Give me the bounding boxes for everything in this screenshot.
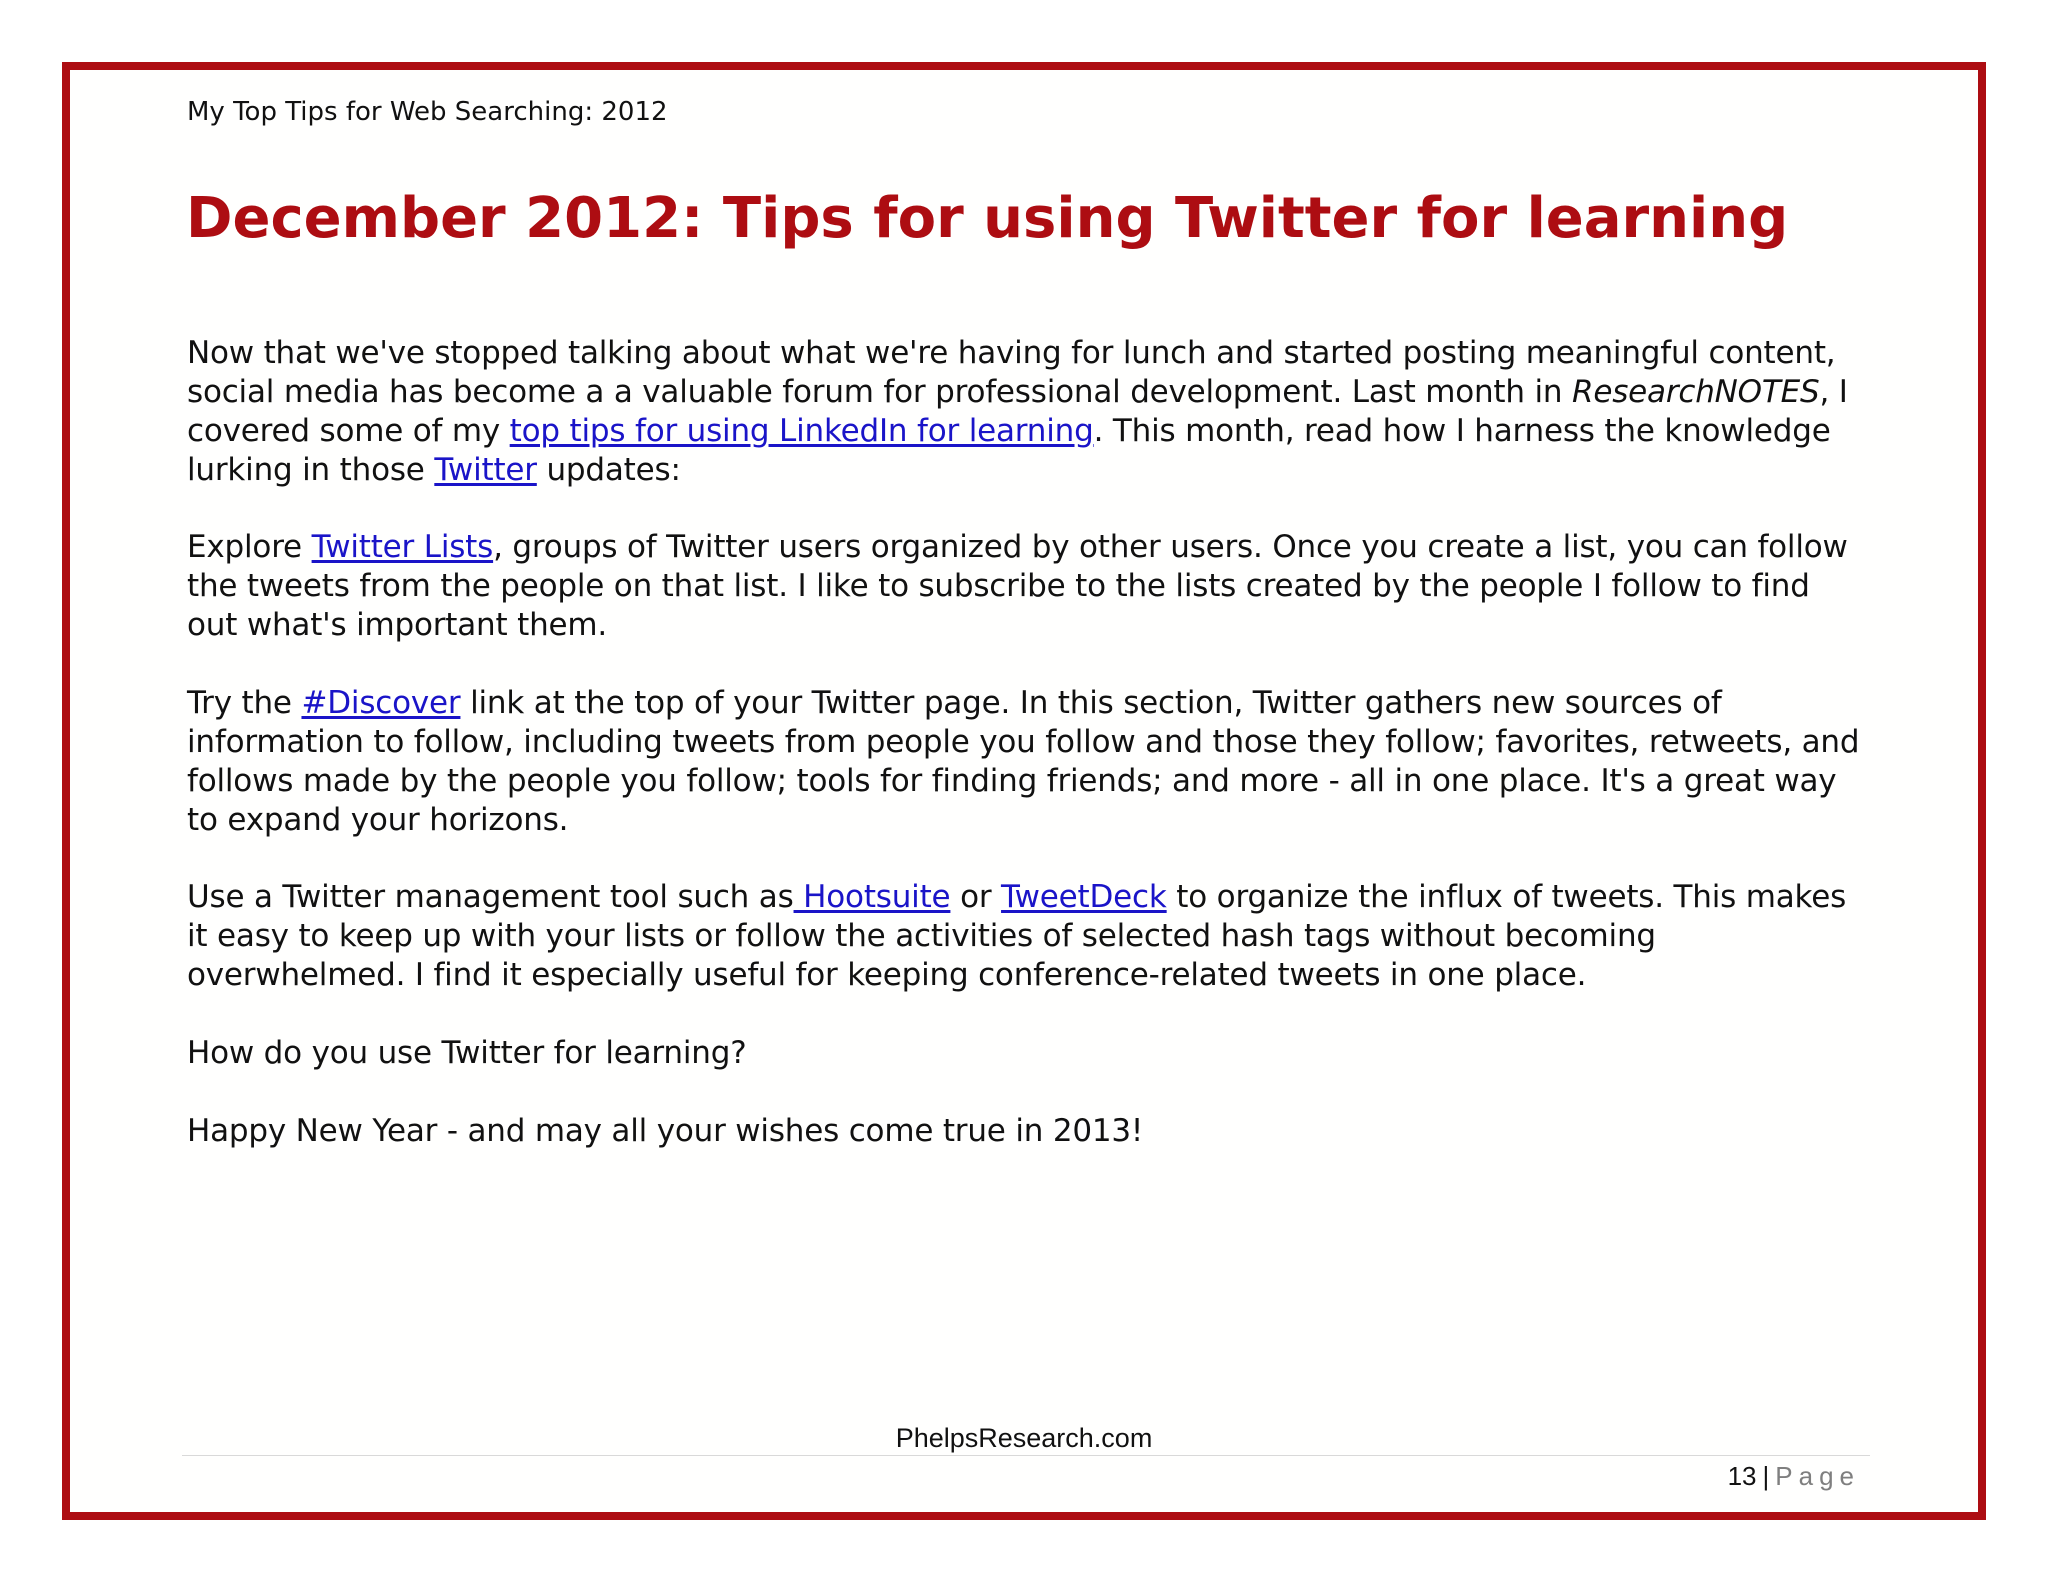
paragraph-twitter-lists [187,528,1867,645]
page-number [1728,1461,1860,1492]
text-segment: updates: [536,452,681,488]
text-segment: Happy New Year - and may all your wishes come true in 2013! [187,1113,1144,1149]
page-word: Page [1775,1461,1860,1491]
linkedin-tips-link[interactable]: top tips for using LinkedIn for learning [509,413,1094,449]
text-segment: Use a Twitter management tool such as [187,879,794,915]
text-segment: link at the top of your Twitter page. In this section, Twitter gathers new sources of information to follow, including tweets from people you follow and those they follow; favorites, retweets, and follows made by the people you follow; tools for finding friends; and more - all in one place. It's a great way to expand your horizons. [187,685,1860,838]
publication-name: ResearchNOTES [1572,374,1820,410]
text-segment: to organize the influx of tweets. This makes it easy to keep up with your lists or follow the activities of selected hash tags without becoming overwhelmed. I find it especially useful for keeping conference-related tweets in one place. [187,879,1847,993]
text-segment: , I covered some of my [187,374,1848,449]
text-segment: How do you use Twitter for learning? [187,1035,747,1071]
twitter-lists-link[interactable]: Twitter Lists [311,529,494,565]
page-number-separator: | [1762,1461,1770,1491]
twitter-link[interactable]: Twitter [434,452,537,488]
paragraph-management-tools [187,878,1867,995]
page-title: December 2012: Tips for using Twitter for learning [186,186,1789,251]
text-segment: , groups of Twitter users organized by other users. Once you create a list, you can follow the tweets from the people on that list. I like to subscribe to the lists created by the people I follow to find out what's important them. [187,529,1848,643]
paragraph-question [187,1034,1867,1073]
text-segment: Explore [187,529,312,565]
text-segment: Now that we've stopped talking about what we're having for lunch and started posting meaningful content, social media has become a a valuable forum for professional development. Last month in [187,335,1836,410]
text-segment: Try the [187,685,302,721]
paragraph-new-year [187,1112,1867,1151]
tweetdeck-link[interactable]: TweetDeck [1001,879,1167,915]
discover-link[interactable]: #Discover [301,685,461,721]
text-segment: . This month, read how I harness the knowledge lurking in those [187,413,1831,488]
hootsuite-link[interactable]: Hootsuite [793,879,951,915]
footer-divider [182,1455,1870,1456]
footer-site-name: PhelpsResearch.com [895,1423,1153,1453]
paragraph-discover [187,684,1867,840]
page-number-value: 13 [1727,1461,1757,1491]
text-segment: or [950,879,1002,915]
running-header: My Top Tips for Web Searching: 2012 [187,97,668,127]
paragraph-intro [187,334,1867,490]
